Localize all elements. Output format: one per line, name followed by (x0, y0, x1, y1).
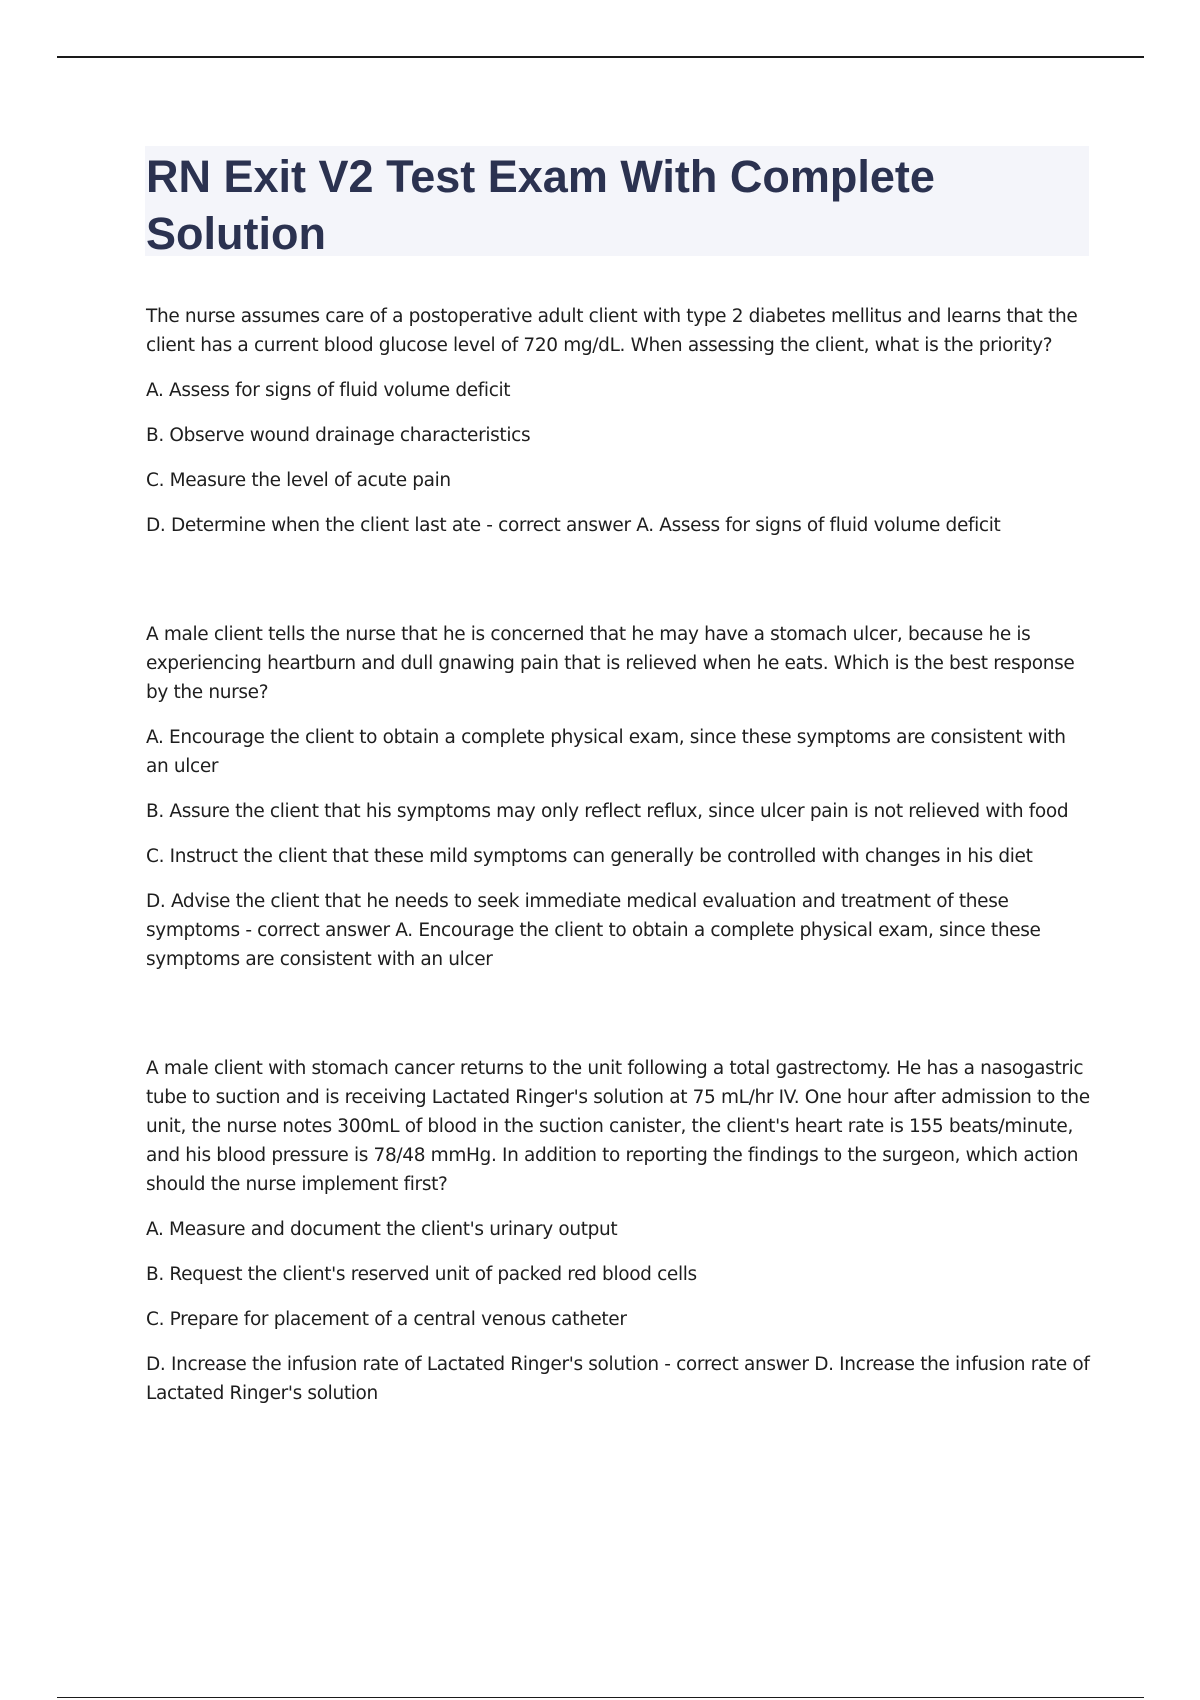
answer-option-d: D. Advise the client that he needs to seek immediate medical evaluation and treatment of these symptoms - correct answer A. Encourage the client to obtain a complete physical exam, since these symptoms are consistent with an ulcer (146, 891, 1041, 970)
question-stem: A male client tells the nurse that he is concerned that he may have a stomach ulcer, because he is experiencing heartburn and dull gnawing pain that is relieved when he eats. Which is the best response by the nurse? (146, 624, 1075, 703)
question-3 (146, 1054, 1092, 1408)
question-2 (146, 620, 1092, 974)
answer-option-a: A. Measure and document the client's urinary output (146, 1219, 618, 1240)
answer-option-a: A. Assess for signs of fluid volume deficit (146, 380, 511, 401)
answer-option-d: D. Determine when the client last ate - correct answer A. Assess for signs of fluid volume deficit (146, 515, 1001, 536)
question-stem: The nurse assumes care of a postoperative adult client with type 2 diabetes mellitus and learns that the client has a current blood glucose level of 720 mg/dL. When assessing the client, what is the priority? (146, 306, 1078, 356)
answer-option-a: A. Encourage the client to obtain a complete physical exam, since these symptoms are consistent with an ulcer (146, 727, 1066, 777)
answer-option-c: C. Measure the level of acute pain (146, 470, 451, 491)
question-1 (146, 302, 1092, 540)
question-stem: A male client with stomach cancer returns to the unit following a total gastrectomy. He has a nasogastric tube to suction and is receiving Lactated Ringer's solution at 75 mL/hr IV. One hour after admission to the unit, the nurse notes 300mL of blood in the suction canister, the client's heart rate is 155 beats/minute, and his blood pressure is 78/48 mmHg. In addition to reporting the findings to the surgeon, which action should the nurse implement first? (146, 1058, 1090, 1195)
answer-option-d: D. Increase the infusion rate of Lactated Ringer's solution - correct answer D. Increase the infusion rate of Lactated Ringer's solution (146, 1354, 1090, 1404)
answer-option-b: B. Assure the client that his symptoms may only reflect reflux, since ulcer pain is not relieved with food (146, 801, 1069, 822)
answer-option-c: C. Prepare for placement of a central venous catheter (146, 1309, 627, 1330)
answer-option-b: B. Observe wound drainage characteristics (146, 425, 531, 446)
bottom-divider (57, 1697, 1144, 1698)
top-divider (57, 56, 1144, 58)
answer-option-b: B. Request the client's reserved unit of packed red blood cells (146, 1264, 697, 1285)
page-title: RN Exit V2 Test Exam With Complete Solution (146, 151, 935, 259)
answer-option-c: C. Instruct the client that these mild symptoms can generally be controlled with changes in his diet (146, 846, 1033, 867)
question-list (146, 302, 1092, 1488)
